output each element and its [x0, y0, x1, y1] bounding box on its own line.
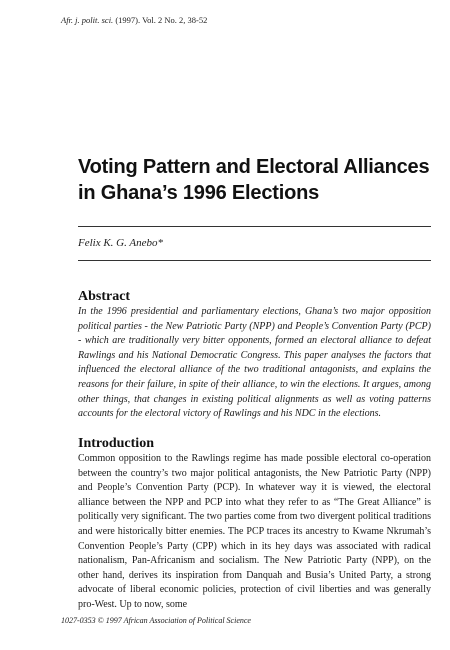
introduction-heading: Introduction: [78, 436, 154, 451]
author-bottom-rule: [78, 260, 431, 261]
introduction-text: Common opposition to the Rawlings regime has made possible electoral co-operation between the country’s two major political antagonists, the New Patriotic Party (NPP) and People’s Convention Party (PCP). In whatever way it is viewed, the electoral alliance between the NPP and PCP into what they refer to as “The Great Alliance” is politically very significant. The two parties come from two divergent political traditions and were historically bitter enemies. The PCP traces its ancestry to Kwame Nkrumah’s Convention People’s Party (CPP) which in its hey days was associated with radical nationalism, Pan-Africanism and socialism. The New Patriotic Party (NPP), on the other hand, derives its inspiration from Danquah and Busia’s United Party, a strong advocate of liberal economic policies, protection of civil liberties and was generally pro-West. Up to now, some: [78, 453, 431, 610]
author-top-rule: [78, 226, 431, 227]
abstract-heading: Abstract: [78, 289, 131, 304]
journal-abbreviation: Afr. j. polit. sci.: [61, 15, 114, 25]
journal-citation: [61, 15, 207, 25]
copyright-footer: 1027-0353 © 1997 African Association of Political Science: [61, 616, 251, 625]
journal-volume-details: (1997). Vol. 2 No. 2, 38-52: [115, 15, 208, 25]
author-name: Felix K. G. Anebo*: [78, 237, 164, 249]
article-title: Voting Pattern and Electoral Alliances in Ghana’s 1996 Elections: [78, 156, 430, 204]
abstract-text: In the 1996 presidential and parliamentary elections, Ghana’s two major opposition political parties - the New Patriotic Party (NPP) and People’s Convention Party (PCP) - which are traditionally very bitter opponents, formed an electoral alliance to defeat Rawlings and his National Democratic Congress. This paper analyses the factors that influenced the electoral alliance of the two traditional antagonists, and explains the reasons for their failure, in spite of their alliance, to win the elections. It argues, among other things, that changes in existing political alignments as well as voting patterns accounts for the electoral victory of Rawlings and his NDC in the elections.: [78, 306, 431, 420]
